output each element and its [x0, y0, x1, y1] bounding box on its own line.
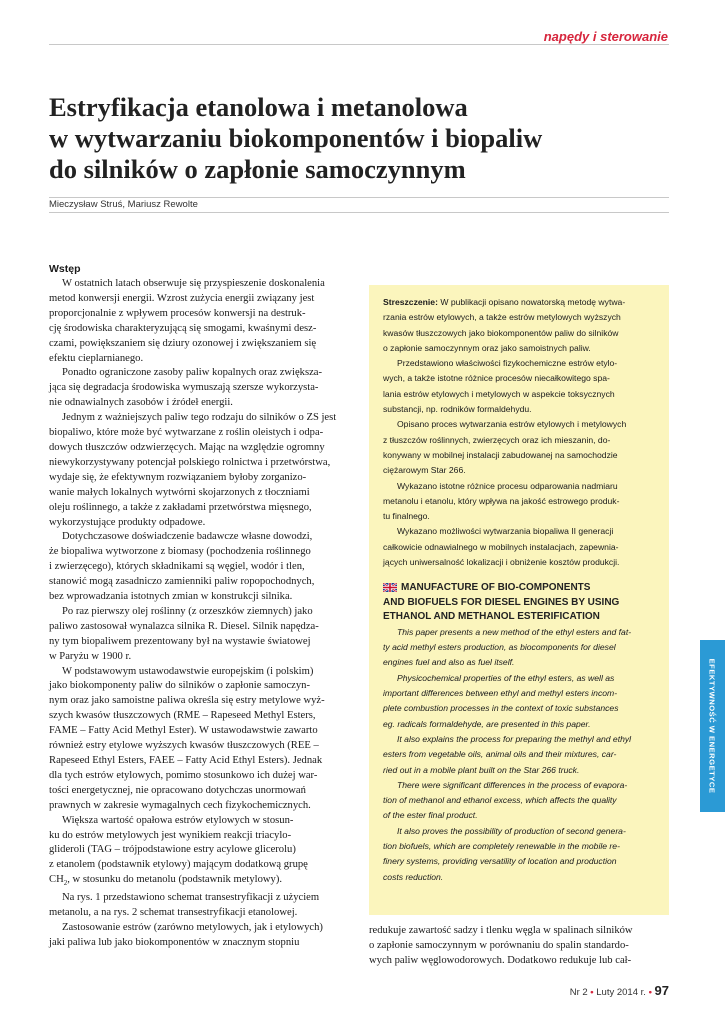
text-line: dowych tłuszczów odzwierzęcych. Mając na względzie ogromny [49, 441, 325, 453]
text-line: Physicochemical properties of the ethyl esters, as well as [397, 672, 615, 683]
text-line: wych paliw węglowodorowych. Dodatkowo redukuje lub cał- [369, 954, 632, 966]
text-line [383, 295, 657, 310]
text-line: costs reduction. [383, 871, 444, 882]
left-column-body [49, 277, 350, 951]
text-line: FAME – Fatty Acid Methyl Ester). W ustawodawstwie zawarto [49, 725, 318, 737]
text-line: jących uniwersalność lokalizacji i obniżenie kosztów produkcji. [383, 557, 620, 568]
text-line: $CH_2$, w stosunku do metanolu (podstawnik metylowy). [49, 874, 283, 888]
paragraph [383, 625, 657, 671]
text-line: z etanolem (podstawnik etylowy) mającym dodatkową grupę [49, 859, 308, 871]
abstract-body [383, 295, 657, 570]
text-line: paliwo zastosował wynalazca silnika R. Diesel. Silnik napędza- [49, 620, 319, 632]
footer-dot: • [648, 987, 652, 998]
english-title-line: AND BIOFUELS FOR DIESEL ENGINES BY USING [383, 596, 620, 608]
paragraph [383, 778, 657, 824]
text-line: eg. radicals formaldehyde, are presented in this paper. [383, 718, 591, 729]
authors-bottom-rule [49, 212, 669, 213]
paragraph [49, 366, 350, 411]
english-title-line: ETHANOL AND METHANOL ESTERIFICATION [383, 611, 600, 623]
text-line: wydaje się, że efektywnym rozwiązaniem byłoby zorganizo- [49, 471, 307, 483]
text-line: finery systems, providing versatility of location and production [383, 856, 617, 867]
right-paragraph [369, 924, 671, 969]
text-line: wych, a także istotne różnice procesów niecałkowitego spa- [383, 373, 610, 384]
text-line: proporcjonalnie z wpływem procesów konwersji na destruk- [49, 307, 306, 319]
text-line: ku do estrów metylowych jest wynikiem reakcji triacylo- [49, 829, 292, 841]
text-line: że biopaliwa wytworzone z biomasy (pochodzenia roślinnego [49, 546, 311, 558]
text-line: tości energetycznej, nie opracowano dotychczas unormowań [49, 784, 306, 796]
text-line: o zapłonie samoczynnym oraz jako samoistnych paliw. [383, 342, 591, 353]
text-line: jąca się degradacja środowiska wymuszają szersze wykorzysta- [49, 382, 319, 394]
text-line: niewykorzystywany potencjał polskiego rolnictwa i przetwórstwa, [49, 456, 331, 468]
paragraph [49, 814, 350, 892]
text-line: Na rys. 1 przedstawiono schemat transestryfikacji z użyciem [62, 892, 320, 904]
text-line: wanie małych lokalnych wytwórni skojarzonych z tłoczniami [49, 486, 310, 498]
paragraph [383, 671, 657, 732]
text-line: ty acid methyl esters production, as biocomponents for diesel [383, 642, 616, 653]
text-line: tion biofuels, which are completely renewable in the mobile re- [383, 841, 620, 851]
text-line: tion of methanol and ethanol excess, which affects the quality [383, 795, 617, 806]
paragraph [49, 921, 350, 951]
text-line: jaki paliwa lub jako biokomponentów w znacznym stopniu [49, 936, 300, 948]
paragraph [383, 824, 657, 885]
text-line: glideroli (TAG – trójpodstawione estry acylowe glicerolu) [49, 844, 296, 856]
text-line: i zwierzęcego), których składnikami są węgiel, wodór i tlen, [49, 561, 305, 573]
text-line: Przedstawiono właściwości fizykochemiczne estrów etylo- [397, 358, 618, 369]
text-line: cję środowiska charakteryzującą się smogami, kwaśnymi desz- [49, 322, 317, 334]
text-line: redukuje zawartość sadzy i tlenku węgla w spalinach silników [369, 925, 633, 936]
english-title-line: MANUFACTURE OF BIO-COMPONENTS [383, 581, 657, 596]
paragraph [49, 605, 350, 665]
text-line: kwasów tłuszczowych jako biokomponentów paliw do silników [383, 327, 619, 338]
text-line: There were significant differences in the process of evapora- [397, 779, 628, 790]
text-line: Ponadto ograniczone zasoby paliw kopalnych oraz zwiększa- [62, 367, 323, 379]
english-abstract-body [383, 625, 657, 885]
text-line: substancji, np. rodników formaldehydu. [383, 404, 532, 415]
section-tag: napędy i sterowanie [543, 29, 668, 44]
text-line: Jednym z ważniejszych paliw tego rodzaju do silników o ZS jest [62, 412, 337, 424]
text-line: również estry etylowe wyższych kwasów tłuszczowych (REE – [49, 740, 319, 752]
text-line: o zapłonie samoczynnym w porównaniu do spalin standardo- [369, 939, 629, 951]
paragraph [383, 524, 657, 570]
text-line: It also explains the process for preparing the methyl and ethyl [397, 733, 632, 744]
abstract-text: W publikacji opisano nowatorską metodę wytwa- [437, 297, 626, 307]
text-line: Zastosowanie estrów (zarówno metylowych, jak i etylowych) [62, 922, 323, 934]
footer-dot: • [590, 987, 594, 998]
paragraph [383, 732, 657, 778]
text-line: w Paryżu w 1900 r. [49, 650, 132, 662]
text-line: It also proves the possibility of production of second genera- [397, 825, 626, 836]
english-title [383, 581, 657, 625]
footer-issue: Nr 2 [569, 987, 588, 998]
paragraph [383, 356, 657, 417]
text-line: metod konwersji energii. Wzrost zużycia energii związany jest [49, 292, 315, 304]
text-line: efektu cieplarnianego. [49, 352, 144, 364]
text-line: konywany w mobilnej instalacji zabudowanej na samochodzie [383, 449, 618, 460]
paragraph [49, 665, 350, 814]
title-line: Estryfikacja etanolowa i metanolowa [49, 92, 468, 122]
abstract-label: Streszczenie: [383, 297, 438, 307]
text-line: Wykazano możliwości wytwarzania biopaliwa II generacji [397, 526, 614, 537]
title-line: do silników o zapłonie samoczynnym [49, 154, 466, 184]
right-column [369, 924, 671, 969]
paragraph [383, 295, 657, 356]
text-line: stanowić mogą zasadniczo zamienniki paliw ropopochodnych, [49, 576, 315, 588]
text-line: esters from vegetable oils, animal oils and their mixtures, car- [383, 749, 617, 760]
text-line: czami, powiększaniem się dziury ozonowej i zwiększaniem się [49, 337, 317, 349]
title-line: w wytwarzaniu biokomponentów i biopaliw [49, 123, 543, 153]
text-line: bez wprowadzania istotnych zmian w konstrukcji silnika. [49, 591, 293, 603]
left-column [49, 263, 350, 951]
abstract-box [369, 285, 669, 915]
text-line: Wykazano istotne różnice procesu odparowania nadmiaru [397, 480, 618, 491]
text-line: important differences between ethyl and methyl esters incom- [383, 688, 618, 699]
uk-flag-icon [383, 583, 397, 592]
text-line: szych kwasów tłuszczowych (RME – Rapeseed Methyl Esters, [49, 710, 316, 722]
text-line: W ostatnich latach obserwuje się przyspieszenie doskonalenia [62, 278, 325, 289]
header-rule [49, 44, 669, 45]
text-line: nie odnawialnych zasobów i źródeł energii. [49, 397, 233, 409]
text-line: of the ester final product. [383, 810, 478, 821]
text-line: Po raz pierwszy olej roślinny (z orzeszków ziemnych) jako [62, 605, 313, 617]
text-line: Większa wartość opałowa estrów etylowych w stosun- [62, 814, 294, 826]
text-line: metanolu i etanolu, który wpływa na jakość estrowego produk- [383, 495, 620, 506]
text-line: jako biokomponenty paliw do silników o zapłonie samoczyn- [49, 680, 310, 692]
text-line: lania estrów etylowych i metylowych w aspekcie toksycznych [383, 388, 615, 399]
text-line: biopaliwo, które może być wytwarzane z roślin oleistych i odpa- [49, 427, 324, 439]
paragraph [383, 417, 657, 478]
text-line: tu finalnego. [383, 511, 430, 522]
text-line: plete combustion processes in the context of toxic substances [383, 703, 619, 714]
text-line: Dotychczasowe doświadczenie badawcze własne dowodzi, [62, 531, 313, 543]
text-line: z tłuszczów roślinnych, zwierzęcych oraz ich mieszanin, do- [383, 434, 611, 445]
text-line: ciężarowym Star 266. [383, 465, 466, 476]
paragraph [49, 277, 350, 366]
authors-top-rule [49, 197, 669, 198]
paragraph [383, 479, 657, 525]
text-line: This paper presents a new method of the ethyl esters and fat- [397, 626, 632, 637]
text-line: ny tym biopaliwem prezentowany był na wystawie światowej [49, 635, 311, 647]
text-line: W podstawowym ustawodawstwie europejskim (i polskim) [62, 665, 314, 677]
paragraph [49, 891, 350, 921]
article-title [49, 92, 679, 185]
text-line: prawnych w zakresie wymagalnych cech fizykochemicznych. [49, 799, 311, 811]
text-line: wykorzystujące produkty odpadowe. [49, 516, 206, 528]
text-line: całkowicie odnawialnego w mobilnych instalacjach, zapewnia- [383, 541, 619, 552]
authors: Mieczysław Struś, Mariusz Rewolte [49, 199, 198, 210]
footer-date: Luty 2014 r. [596, 987, 646, 998]
text-line: engines fuel and also as fuel itself. [383, 657, 515, 668]
page-number: 97 [654, 983, 669, 998]
text-line: ried out in a mobile plant built on the Star 266 truck. [383, 764, 580, 775]
page-footer [570, 983, 669, 998]
text-line: nym oraz jako samoistne paliwa określa się estry metylowe wyż- [49, 695, 325, 707]
text-line: dla tych estrów etylowych, pomimo stosunkowo ich dużej war- [49, 769, 318, 781]
paragraph [49, 530, 350, 605]
text-line: metanolu, a na rys. 2 schemat transestryfikacji etanolowej. [49, 907, 298, 919]
text-line: Opisano proces wytwarzania estrów etylowych i metylowych [397, 419, 627, 430]
text-line: Rapeseed Ethyl Esters, FAEE – Fatty Acid Ethyl Esters). Jednak [49, 755, 323, 766]
text-line: rzania estrów etylowych, a także estrów metylowych wyższych [383, 312, 621, 323]
intro-heading: Wstęp [49, 263, 81, 275]
paragraph [49, 411, 350, 530]
text-line: oleju roślinnego, a także z zakładami przetwórstwa mięsnego, [49, 501, 312, 513]
side-tab-label: EFEKTYWNOŚĆ W ENERGETYCE [707, 658, 717, 794]
